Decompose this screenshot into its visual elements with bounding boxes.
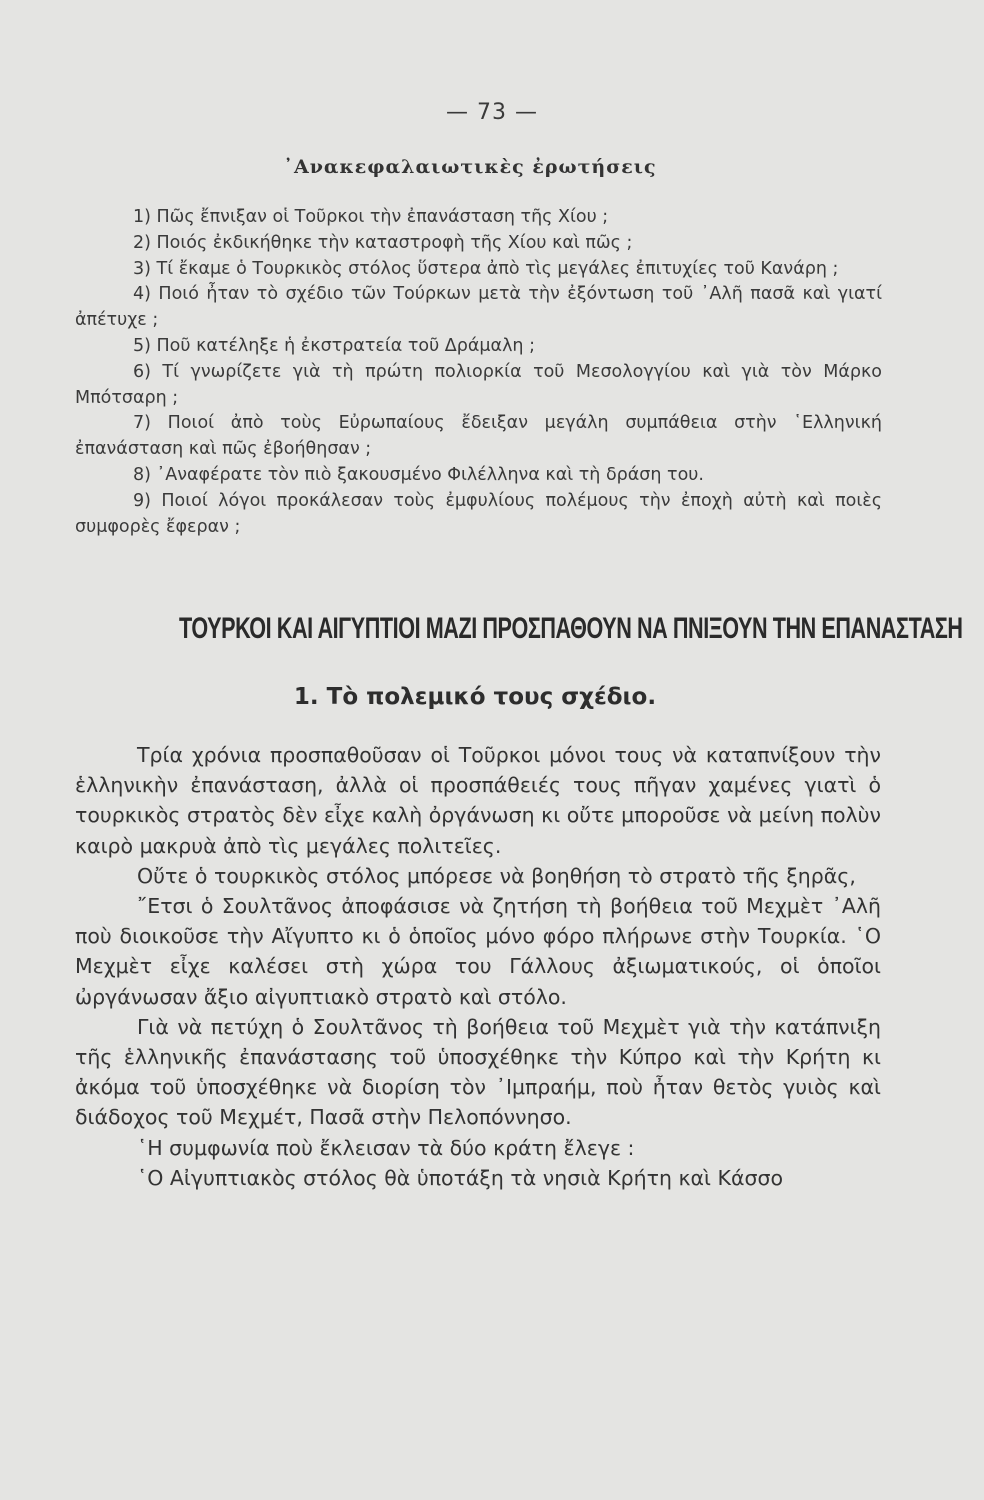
review-question: 8) ᾿Αναφέρατε τὸν πιὸ ξακουσμένο Φιλέλληνα καὶ τὴ δράση του. — [133, 464, 704, 485]
review-questions-list — [75, 205, 882, 540]
review-question: 7) Ποιοί ἀπὸ τοὺς Εὐρωπαίους ἔδειξαν μεγάλη συμπάθεια στὴν ῾Ελληνική ἐπανάσταση καὶ πῶς ἐβοήθησαν ; — [75, 413, 882, 460]
review-question: 9) Ποιοί λόγοι προκάλεσαν τοὺς ἐμφυλίους πολέμους τὴν ἐποχὴ αὐτὴ καὶ ποιὲς συμφορὲς ἔφεραν ; — [75, 490, 882, 537]
chapter-title: ΤΟΥΡΚΟΙ ΚΑΙ ΑΙΓΥΠΤΙΟΙ ΜΑΖΙ ΠΡΟΣΠΑΘΟΥΝ ΝΑ ΠΝΙΞΟΥΝ ΤΗΝ ΕΠΑΝΑΣΤΑΣΗ — [179, 612, 963, 645]
review-question: 1) Πῶς ἔπνιξαν οἱ Τοῦρκοι τὴν ἐπανάσταση τῆς Χίου ; — [133, 207, 609, 227]
review-question: 6) Τί γνωρίζετε γιὰ τὴ πρώτη πολιορκία τοῦ Μεσολογγίου καὶ γιὰ τὸν Μάρκο Μπότσαρη ; — [75, 361, 882, 408]
body-paragraph: Οὔτε ὁ τουρκικὸς στόλος μπόρεσε νὰ βοηθήση τὸ στρατὸ τῆς ξηρᾶς, — [137, 863, 856, 888]
review-question: 2) Ποιός ἐκδικήθηκε τὴν καταστροφὴ τῆς Χίου καὶ πῶς ; — [133, 232, 633, 253]
page-number: — 73 — — [446, 100, 538, 125]
body-paragraph: ῾Η συμφωνία ποὺ ἔκλεισαν τὰ δύο κράτη ἔλεγε : — [137, 1135, 635, 1160]
review-question: 3) Τί ἔκαμε ὁ Τουρκικὸς στόλος ὕστερα ἀπὸ τὶς μεγάλες ἐπιτυχίες τοῦ Κανάρη ; — [133, 258, 839, 279]
review-question: 4) Ποιό ἦταν τὸ σχέδιο τῶν Τούρκων μετὰ τὴν ἐξόντωση τοῦ ᾿Αλῆ πασᾶ καὶ γιατί ἀπέτυχε ; — [75, 284, 882, 331]
body-paragraph: Γιὰ νὰ πετύχη ὁ Σουλτᾶνος τὴ βοήθεια τοῦ Μεχμὲτ γιὰ τὴν κατάπνιξη τῆς ἑλληνικῆς ἐπανάστασης τοῦ ὑποσχέθηκε τὴν Κύπρο καὶ τὴν Κρήτη κι ἀκόμα τοῦ ὑποσχέθηκε νὰ διορίση τὸν ᾿Ιμπραήμ, ποὺ ἦταν θετὸς γυιὸς καὶ διάδοχος τοῦ Μεχμέτ, Πασᾶ στὴν Πελοπόννησο. — [75, 1014, 881, 1130]
section-title: 1. Τὸ πολεμικό τους σχέδιο. — [293, 684, 657, 710]
body-paragraph: ῎Ετσι ὁ Σουλτᾶνος ἀποφάσισε νὰ ζητήση τὴ βοήθεια τοῦ Μεχμὲτ ᾿Αλῆ ποὺ διοικοῦσε τὴν Αἴγυπτο κι ὁ ὁποῖος μόνο φόρο πλήρωνε στὴν Τουρκία. ῾Ο Μεχμὲτ εἶχε καλέσει στὴ χώρα του Γάλλους ἀξιωματικούς, οἱ ὁποῖοι ὠργάνωσαν ἄξιο αἰγυπτιακὸ στρατὸ καὶ στόλο. — [75, 894, 881, 1009]
review-questions-heading: ᾿Ανακεφαλαιωτικὲς ἐρωτήσεις — [283, 156, 657, 178]
review-question: 5) Ποῦ κατέληξε ἡ ἐκστρατεία τοῦ Δράμαλη ; — [133, 335, 535, 356]
body-paragraph: Τρία χρόνια προσπαθοῦσαν οἱ Τοῦρκοι μόνοι τους νὰ καταπνίξουν τὴν ἑλληνικὴν ἐπανάσταση, ἀλλὰ οἱ προσπάθειές τους πῆγαν χαμένες γιατὶ ὁ τουρκικὸς στρατὸς δὲν εἶχε καλὴ ὀργάνωση κι οὔτε μποροῦσε νὰ μείνη πολὺν καιρὸ μακρυὰ ἀπὸ τὶς μεγάλες πολιτεῖες. — [75, 743, 881, 858]
body-paragraph: ῾Ο Αἰγυπτιακὸς στόλος θὰ ὑποτάξη τὰ νησιὰ Κρήτη καὶ Κάσσο — [137, 1165, 783, 1190]
chapter-body — [75, 740, 881, 1193]
